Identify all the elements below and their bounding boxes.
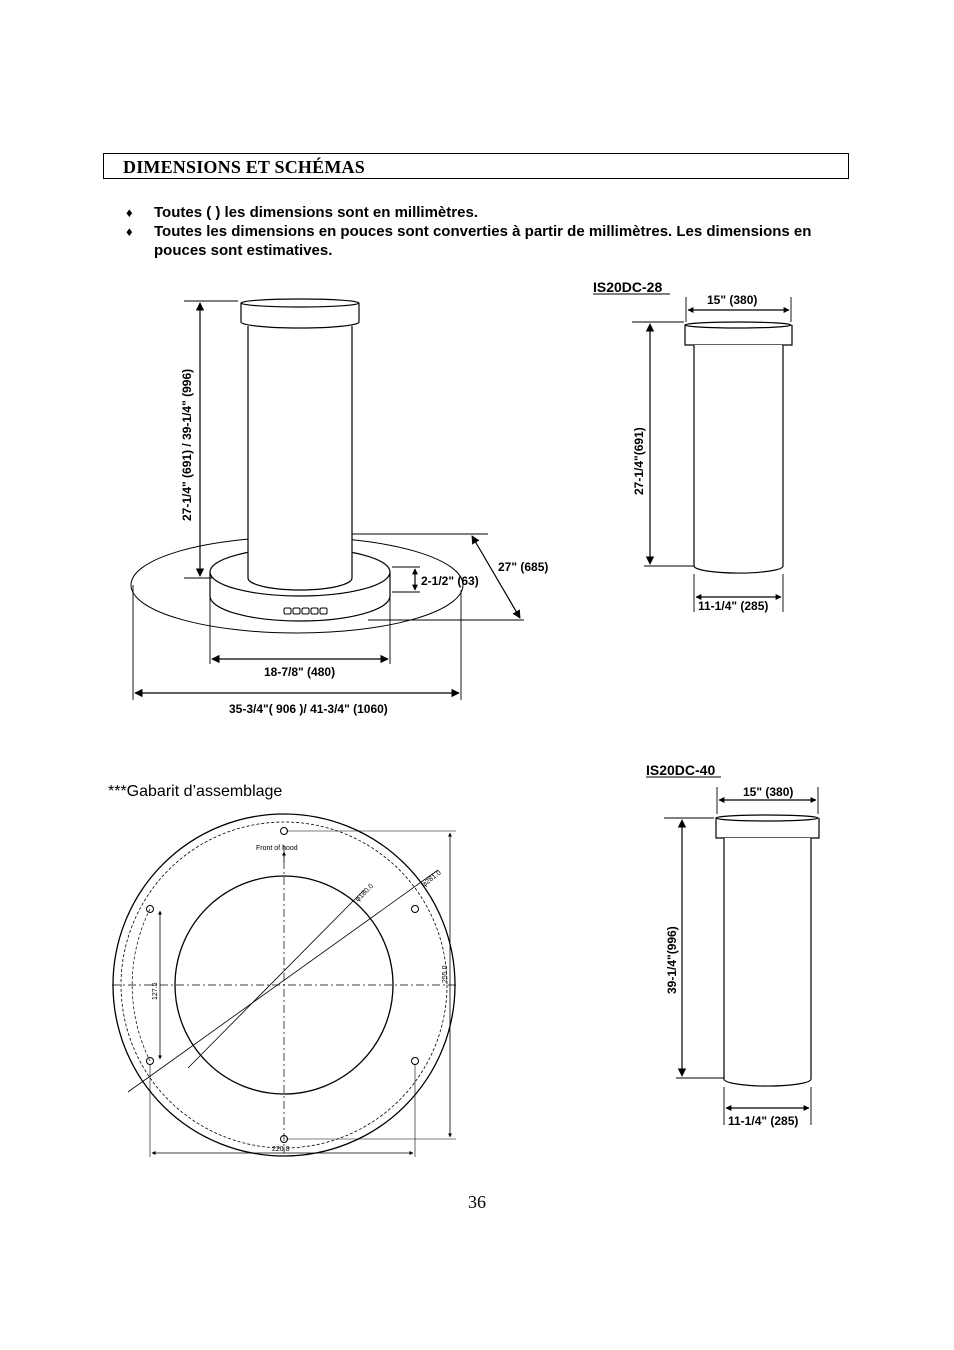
diagonal-label: 27" (685) <box>498 560 549 574</box>
diamond-bullet-icon: ♦ <box>126 224 133 239</box>
bullet-text: Toutes ( ) les dimensions sont en millimètres. <box>154 204 478 221</box>
model-28-bottom-width-label: 11-1/4" (285) <box>698 599 769 613</box>
model-40-name: IS20DC-40 <box>646 762 716 778</box>
model-40-height-label: 39-1/4"(996) <box>665 926 679 994</box>
base-height-label: 2-1/2" (63) <box>421 574 479 588</box>
model-28-height-label: 27-1/4"(691) <box>632 427 646 495</box>
model-40-bottom-width-label: 11-1/4" (285) <box>728 1114 799 1128</box>
model-28-drawing <box>593 294 792 612</box>
template-dim-281: φ281.0 <box>420 869 443 889</box>
overall-width-label: 35-3/4"( 906 )/ 41-3/4" (1060) <box>229 702 388 716</box>
diamond-bullet-icon: ♦ <box>126 205 133 220</box>
template-dim-220: 220.8 <box>272 1146 290 1153</box>
template-label: ***Gabarit d’assemblage <box>108 783 283 800</box>
base-width-label: 18-7/8" (480) <box>264 665 336 679</box>
page-number: 36 <box>468 1192 486 1212</box>
main-height-label: 27-1/4" (691) / 39-1/4" (996) <box>180 368 194 521</box>
template-front-label: Front of hood <box>256 845 298 852</box>
bullet-text: Toutes les dimensions en pouces sont converties à partir de millimètres. Les dimensions en pouces sont estimatives. <box>154 223 812 259</box>
model-40-top-width-label: 15" (380) <box>743 785 794 799</box>
section-title: DIMENSIONS ET SCHÉMAS <box>123 157 365 177</box>
model-28-name: IS20DC-28 <box>593 279 663 295</box>
template-dim-255: 255.0 <box>442 965 449 983</box>
assembly-template <box>112 814 456 1157</box>
template-dim-127: 127.5 <box>152 982 159 1000</box>
template-dim-180: φ180.0 <box>354 882 376 904</box>
model-28-top-width-label: 15" (380) <box>707 293 758 307</box>
